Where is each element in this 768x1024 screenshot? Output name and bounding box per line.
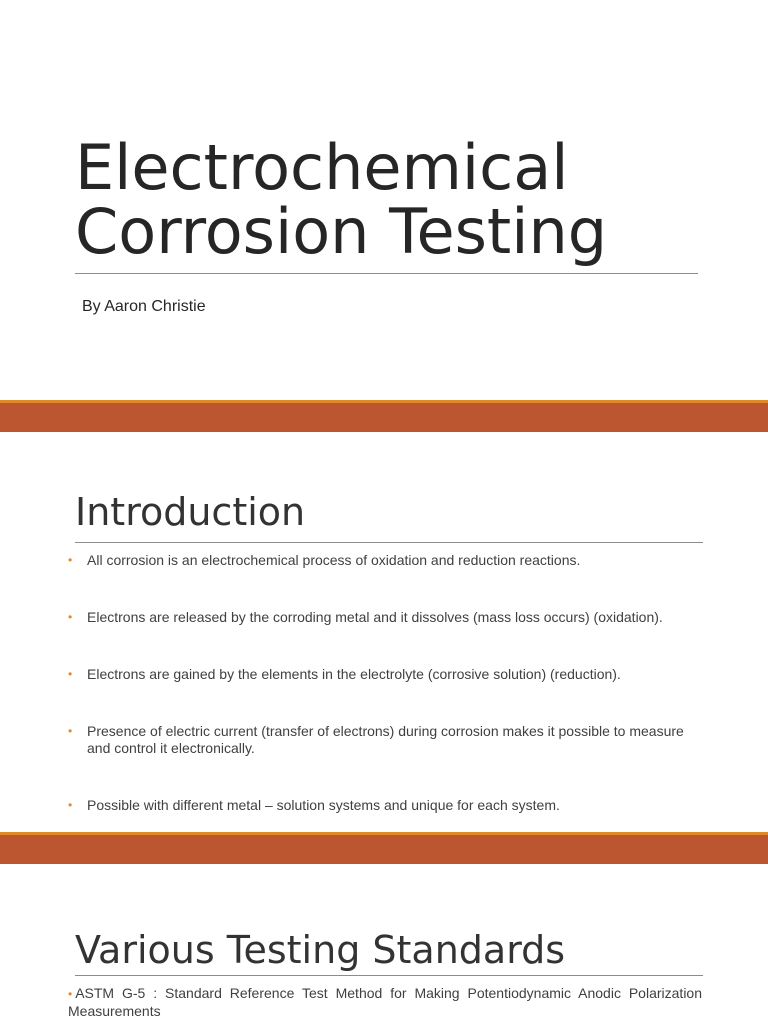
bullet-item [68,723,688,757]
slide-separator [0,400,768,432]
presentation-title [75,131,608,268]
bullet-item [68,552,688,569]
title-line-1: Electrochemical [75,131,569,204]
bullet-text: All corrosion is an electrochemical process of oxidation and reduction reactions. [87,552,581,568]
testing-standards-slide [0,864,768,1024]
presentation-author: By Aaron Christie [82,298,206,315]
bullet-item [68,609,688,626]
slide-separator [0,832,768,864]
title-line-2: Corrosion Testing [75,195,608,268]
bullet-icon: • [68,667,73,681]
slide-title: Various Testing Standards [75,928,566,972]
introduction-slide [0,432,768,832]
bullet-icon: • [68,724,73,738]
bullet-text: ASTM G-5 : Standard Reference Test Method for Making Potentiodynamic Anodic Polarization Measurements [68,985,702,1019]
bullet-icon: • [68,553,73,567]
bullet-icon: • [68,987,73,1001]
bullet-icon: • [68,798,73,812]
bullet-item [68,797,688,814]
slide-title: Introduction [75,490,306,534]
title-slide [0,0,768,400]
title-divider [75,273,698,274]
bullet-text: Electrons are gained by the elements in the electrolyte (corrosive solution) (reduction). [87,666,621,682]
title-divider [75,542,703,543]
bullet-text: Possible with different metal – solution systems and unique for each system. [87,797,560,813]
bullet-item [68,985,702,1020]
title-divider [75,975,703,976]
bullet-text: Presence of electric current (transfer of electrons) during corrosion makes it possible to measure and control it electronically. [87,723,684,756]
bullet-icon: • [68,610,73,624]
bullet-text: Electrons are released by the corroding metal and it dissolves (mass loss occurs) (oxidation). [87,609,663,625]
bullet-item [68,666,688,683]
